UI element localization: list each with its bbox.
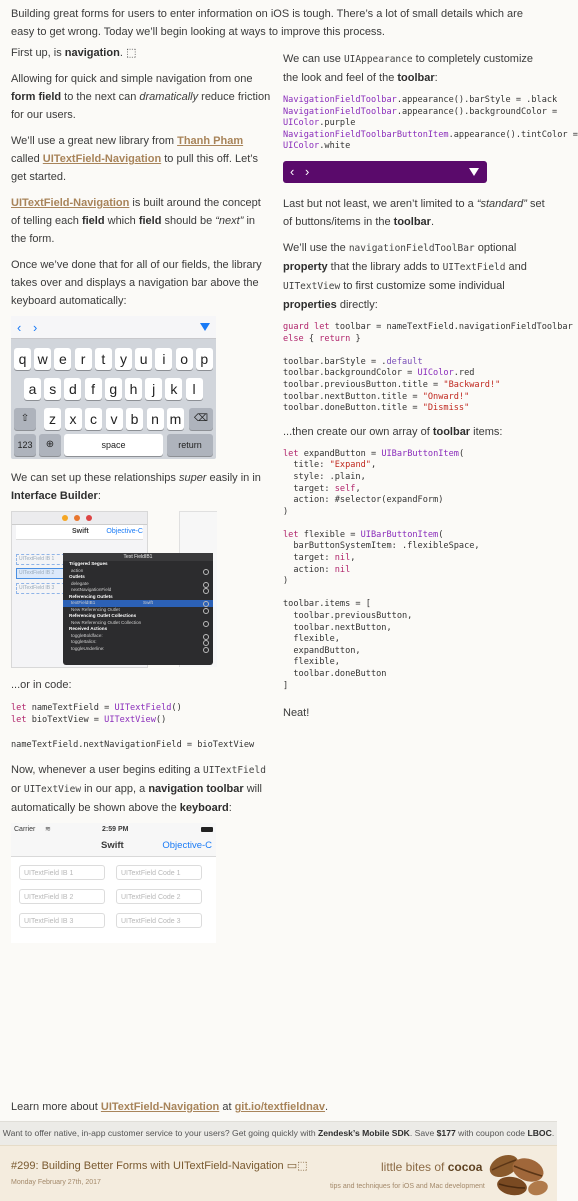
brand-tagline: tips and techniques for iOS and Mac development [330,1183,485,1190]
standard-items-paragraph: Last but not least, we aren’t limited to a “standard” set of buttons/items in the toolbar. [283,197,545,228]
coffee-beans-icon [484,1148,550,1198]
bite-date: Monday February 27th, 2017 [11,1179,101,1186]
connection-circle-icon [203,588,209,594]
ib-field-2: UITextField IB 2 [16,568,70,579]
bite-title[interactable]: #299: Building Better Forms with UITextField-Navigation ▭⬚ [11,1160,308,1172]
sponsor-bar[interactable]: Want to offer native, in-app customer service to your users? Get going quickly with Zendesk’s Mobile SDK. Save $177 with coupon code LBOC. [0,1121,557,1145]
key-h: h [125,378,142,400]
library-link-2[interactable]: UITextField-Navigation [11,197,130,209]
library-link[interactable]: UITextField-Navigation [42,153,162,165]
key-a: a [24,378,41,400]
ib-popup-row: toggleUnderline: [63,646,213,653]
key-t: t [95,348,112,370]
key-b: b [126,408,143,430]
intro-paragraph: Building great forms for users to enter information on iOS is tough. There’s a lot of small details which are easy to get wrong. Today we’ll begin looking at ways to improve this process. [11,8,523,38]
left-column [11,44,273,943]
code-block-appearance: NavigationFieldToolbar.appearance().barStyle = .black NavigationFieldToolbar.appearance().backgroundColor = UIColor.purple NavigationFieldToolbarButtonItem.appearance().tintColor = UIColor.white [283,95,578,152]
author-link[interactable]: Thanh Pham [177,135,244,147]
key-o: o [176,348,193,370]
chevron-left-icon: ‹ [290,163,295,179]
first-up-paragraph: First up, is navigation. ⬚ [11,47,137,59]
connection-circle-icon [203,647,209,653]
neat-paragraph: Neat! [283,707,310,720]
emoji-icon: ⬚ [125,47,137,59]
key-j: j [145,378,162,400]
connection-circle-icon [203,608,209,614]
key-f: f [85,378,102,400]
ib-popup-row: textFieldIB1 Swift [63,600,213,607]
chevron-left-icon: ‹ [17,320,22,335]
ib-popup-title: Text FieldIB1 [63,553,213,561]
key-k: k [165,378,182,400]
status-bar: Carrier ≋ 2:59 PM [11,823,216,836]
ib-popup-row: delegate [63,581,213,588]
ib-popup-row: Referencing Outlet Collections [69,613,137,618]
ib-popup-row: New Referencing Outlet [63,607,213,614]
right-column [283,50,578,722]
keyboard-row-3 [11,408,216,430]
key-i: i [155,348,172,370]
ib-popup-row: toggleBoldface: [63,633,213,640]
key-z: z [44,408,61,430]
ib-popup-row: Referencing Outlets [69,593,113,599]
key-s: s [44,378,61,400]
code-block-declarations: let nameTextField = UITextField() let bioTextView = UITextView() [11,703,182,725]
ib-dot-icon [62,515,68,521]
keyboard-row-1 [11,348,216,370]
key-x: x [65,408,82,430]
footer [0,1145,557,1201]
dismiss-icon [200,323,210,331]
key-r: r [75,348,92,370]
phone-field-ib-2[interactable]: UITextField IB 2 [19,889,105,904]
code-block-next-field: nameTextField.nextNavigationField = bioTextView [11,740,255,751]
ib-field-3: UITextField IB 3 [16,583,70,594]
concept-paragraph: UITextField-Navigation is built around the concept of telling each field which field should be “next” in the form. [11,197,261,245]
code-block-toolbar-items: let expandButton = UIBarButtonItem( title: "Expand", style: .plain, target: self, action: #selector(expandForm) ) let flexible = UIBarButtonItem( barButtonSystemItem: .flexibleSpace, target: nil, action: nil ) toolbar.items = [ toolbar.previousButton, toolbar.nextButton, flexible, expandButton, flexible, toolbar.doneButton ] [283,448,480,691]
ib-popup-row: toggleItalics: [63,639,213,646]
key-l: l [186,378,203,400]
ib-nav-right: Objective-C [106,528,143,535]
chevron-right-icon: › [33,320,38,335]
connection-circle-icon [203,621,209,627]
chevron-right-icon: › [305,163,310,179]
now-paragraph: Now, whenever a user begins editing a UITextField or UITextView in our app, a navigation toolbar will automatically be shown above the keyboard: [11,763,266,814]
ib-connections-popup [63,553,213,665]
key-w: w [34,348,51,370]
wifi-icon: ≋ [45,825,51,833]
purple-toolbar-screenshot [283,161,487,183]
connection-circle-icon [203,569,209,575]
phone-field-code-3[interactable]: UITextField Code 3 [116,913,202,928]
key-p: p [196,348,213,370]
key-q: q [14,348,31,370]
key-c: c [85,408,102,430]
iphone-form-screenshot [11,823,216,943]
dismiss-icon [469,168,479,176]
space-key: space [64,434,163,456]
ib-dot-icon [86,515,92,521]
numbers-key: 123 [14,434,36,456]
key-g: g [105,378,122,400]
ib-popup-row: New Referencing Outlet Collection [63,620,213,627]
key-d: d [64,378,81,400]
property-paragraph: We’ll use the navigationFieldToolBar optional property that the library adds to UITextField and UITextView to first customize some individual properties directly: [283,241,527,311]
ib-field-1: UITextField IB 1 [16,554,70,565]
ib-popup-row: Triggered Segues [69,561,108,566]
keyboard-row-4 [11,434,216,456]
ib-popup-row: Outlets [69,574,85,579]
ib-swift-tag: Swift [143,600,153,605]
battery-icon [201,827,213,832]
key-u: u [135,348,152,370]
key-m: m [167,408,184,430]
key-v: v [106,408,123,430]
phone-field-ib-3[interactable]: UITextField IB 3 [19,913,105,928]
ib-dot-icon [74,515,80,521]
phone-field-ib-1[interactable]: UITextField IB 1 [19,865,105,880]
code-block-toolbar-properties: guard let toolbar = nameTextField.navigationFieldToolbar else { return } toolbar.barStyle = .default toolbar.backgroundColor = UIColor.red toolbar.previousButton.title = "Backward!" toolbar.nextButton.title = "Onward!" toolbar.doneButton.title = "Dismiss" [283,321,573,414]
navigation-toolbar [11,316,216,339]
ib-popup-row: nextNavigationField [63,587,213,594]
nav-friction-paragraph: Allowing for quick and simple navigation from one form field to the next can dramatically reduce friction for our users. [11,73,271,121]
ib-paragraph: We can set up these relationships super easily in in Interface Builder: [11,472,261,502]
library-intro-paragraph: We’ll use a great new library from Thanh Pham called UITextField-Navigation to pull this off. Let’s get started. [11,135,258,183]
appearance-paragraph: We can use UIAppearance to completely customize the look and feel of the toolbar: [283,53,534,84]
learn-more-paragraph: Learn more about UITextField-Navigation at git.io/textfieldnav. [11,1101,329,1113]
array-paragraph: ...then create our own array of toolbar items: [283,425,503,438]
ib-popup-row: action [63,568,213,575]
learn-library-link[interactable]: UITextField-Navigation [100,1101,220,1113]
ib-popup-row: Received Actions [69,626,108,631]
brand-logo-text[interactable]: little bites of cocoa [381,1160,483,1174]
return-key: return [167,434,213,456]
emoji-icon: ▭⬚ [286,1160,308,1172]
library-takes-over-paragraph: Once we’ve done that for all of our fields, the library takes over and displays a navigation bar above the keyboard automatically: [11,259,262,307]
or-code-paragraph: ...or in code: [11,679,72,691]
keyboard-screenshot [11,316,216,459]
interface-builder-screenshot [11,511,216,666]
backspace-icon: ⌫ [189,408,213,430]
phone-field-code-1[interactable]: UITextField Code 1 [116,865,202,880]
key-e: e [54,348,71,370]
phone-field-code-2[interactable]: UITextField Code 2 [116,889,202,904]
key-n: n [147,408,164,430]
ib-nav-title: Swift [72,528,89,535]
globe-icon: ⊕ [39,434,61,456]
phone-nav-bar: Swift Objective-C [11,836,216,857]
key-y: y [115,348,132,370]
learn-url-link[interactable]: git.io/textfieldnav [234,1101,326,1113]
shift-icon: ⇧ [14,408,36,430]
keyboard-row-2 [11,378,216,400]
